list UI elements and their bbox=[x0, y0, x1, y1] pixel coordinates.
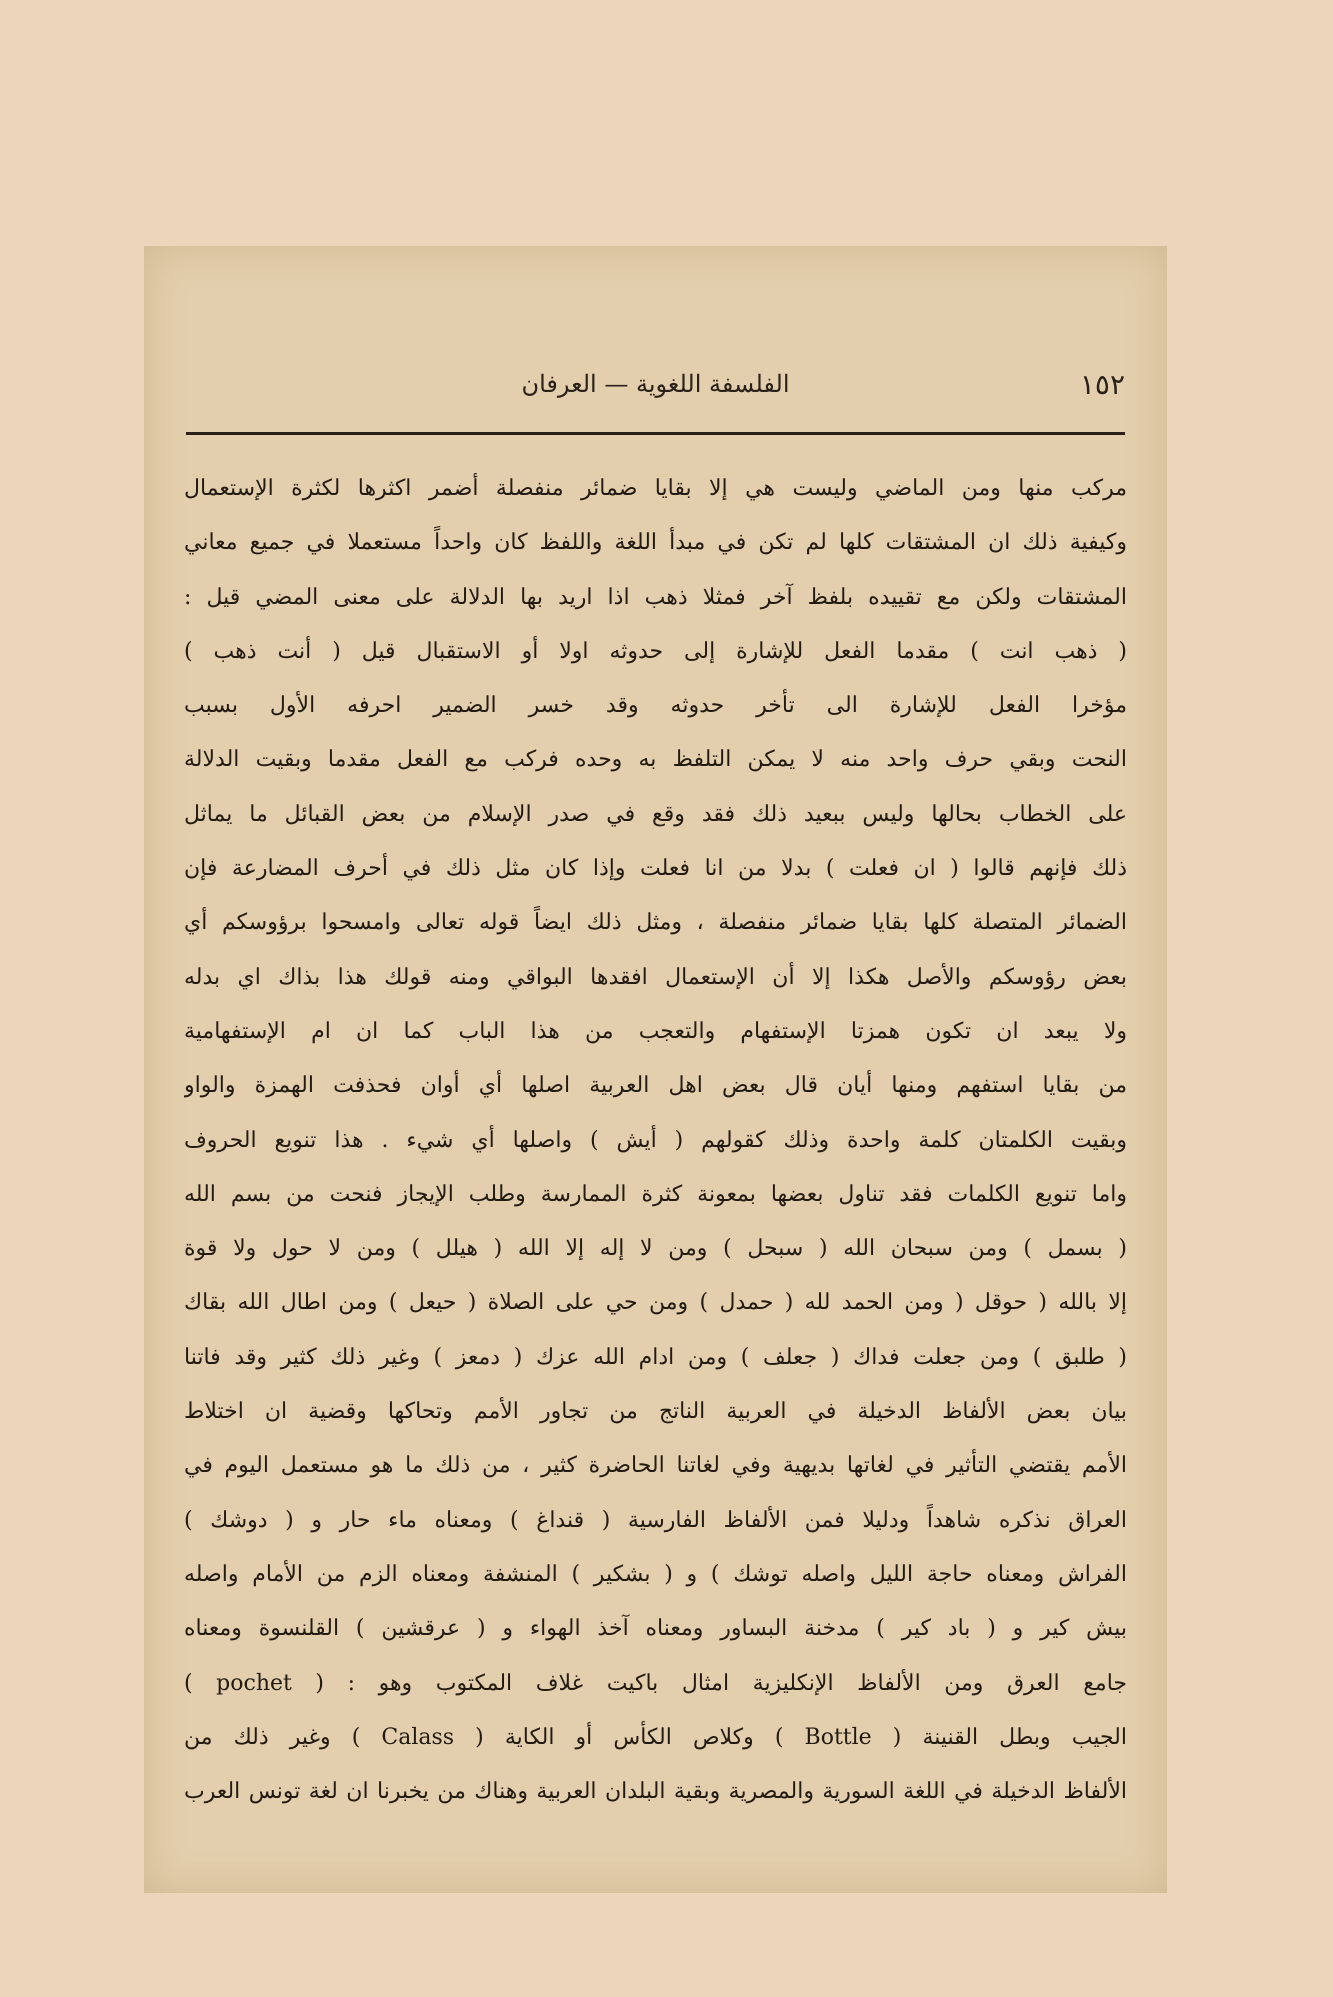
text-line: النحت وبقي حرف واحد منه لا يمكن التلفظ به وحده فركب مع الفعل مقدما وبقيت الدلالة bbox=[184, 747, 1127, 773]
chapter-title: الفلسفة اللغوية — العرفان bbox=[521, 370, 790, 398]
text-line: وكيفية ذلك ان المشتقات كلها لم تكن في مبدأ اللغة واللفظ كان واحداً مستعملا في جميع معاني bbox=[184, 530, 1127, 556]
scanned-book-page bbox=[144, 246, 1167, 1893]
body-text bbox=[184, 462, 1127, 1819]
text-line: بعض رؤوسكم والأصل هكذا إلا أن الإستعمال افقدها البواقي ومنه قولك هذا بذاك اي بدله bbox=[184, 964, 1127, 990]
text-line: ذلك فإنهم قالوا ( ان فعلت ) بدلا من انا فعلت وإذا كان مثل ذلك في أحرف المضارعة فإن bbox=[184, 856, 1127, 882]
header-divider bbox=[186, 432, 1125, 435]
text-line: بيش كير و ( باد كير ) مدخنة البساور ومعناه آخذ الهواء و ( عرقشين ) القلنسوة ومعناه bbox=[184, 1616, 1127, 1642]
text-line: ولا يبعد ان تكون همزتا الإستفهام والتعجب من هذا الباب كما ان ام الإستفهامية bbox=[184, 1018, 1127, 1044]
text-line: مؤخرا الفعل للإشارة الى تأخر حدوثه وقد خسر الضمير احرفه الأول بسبب bbox=[184, 693, 1127, 719]
text-line: المشتقات ولكن مع تقييده بلفظ آخر فمثلا ذهب اذا اريد بها الدلالة على معنى المضي قيل : bbox=[184, 584, 1127, 610]
text-line: الجيب وبطل القنينة ( Bottle ) وكلاص الكأس أو الكاية ( Calass ) وغير ذلك من bbox=[184, 1724, 1127, 1750]
text-line: ( طلبق ) ومن جعلت فداك ( جعلف ) ومن ادام الله عزك ( دمعز ) وغير ذلك كثير وقد فاتنا bbox=[184, 1344, 1127, 1370]
running-head bbox=[186, 368, 1125, 404]
page-number: ١٥٢ bbox=[1079, 368, 1125, 401]
text-line: واما تنويع الكلمات فقد تناول بعضها بمعونة كثرة الممارسة وطلب الإيجاز فنحت من بسم الله bbox=[184, 1181, 1127, 1207]
text-line: الضمائر المتصلة كلها بقايا ضمائر منفصلة ، ومثل ذلك ايضاً قوله تعالى وامسحوا برؤوسكم أي bbox=[184, 910, 1127, 936]
text-line: ( ذهب انت ) مقدما الفعل للإشارة إلى حدوثه اولا أو الاستقبال قيل ( أنت ذهب ) bbox=[184, 638, 1127, 664]
text-line: على الخطاب بحالها وليس ببعيد ذلك فقد وقع في صدر الإسلام من بعض القبائل ما يماثل bbox=[184, 801, 1127, 827]
text-line: وبقيت الكلمتان كلمة واحدة وذلك كقولهم ( أيش ) واصلها أي شيء . هذا تنويع الحروف bbox=[184, 1127, 1127, 1153]
text-line: العراق نذكره شاهداً ودليلا فمن الألفاظ الفارسية ( قنداغ ) ومعناه ماء حار و ( دوشك ) bbox=[184, 1507, 1127, 1533]
text-line: إلا بالله ( حوقل ( ومن الحمد لله ( حمدل ) ومن حي على الصلاة ( حيعل ) ومن اطال الله بقاك bbox=[184, 1290, 1127, 1316]
text-line: الأمم يقتضي التأثير في لغاتها بديهية وفي لغاتنا الحاضرة كثير ، من ذلك ما هو مستعمل اليوم في bbox=[184, 1453, 1127, 1479]
text-line: مركب منها ومن الماضي وليست هي إلا بقايا ضمائر منفصلة أضمر اكثرها لكثرة الإستعمال bbox=[184, 476, 1127, 501]
text-line: الفراش ومعناه حاجة الليل واصله توشك ) و ( بشكير ) المنشفة ومعناه الزم من الأمام واصله bbox=[184, 1561, 1127, 1587]
text-line: جامع العرق ومن الألفاظ الإنكليزية امثال باكيت غلاف المكتوب وهو : ( pochet ) bbox=[184, 1670, 1127, 1696]
text-line: ( بسمل ) ومن سبحان الله ( سبحل ) ومن لا إله إلا الله ( هيلل ) ومن لا حول ولا قوة bbox=[184, 1236, 1127, 1262]
text-line: من بقايا استفهم ومنها أيان قال بعض اهل العربية اصلها أي أوان فحذفت الهمزة والواو bbox=[184, 1073, 1127, 1099]
text-line: بيان بعض الألفاظ الدخيلة في العربية الناتج من تجاور الأمم وتحاكها وقضية ان اختلاط bbox=[184, 1399, 1127, 1425]
text-line: الألفاظ الدخيلة في اللغة السورية والمصرية وبقية البلدان العربية وهناك من يخبرنا ان لغة تونس العرب bbox=[184, 1779, 1127, 1805]
